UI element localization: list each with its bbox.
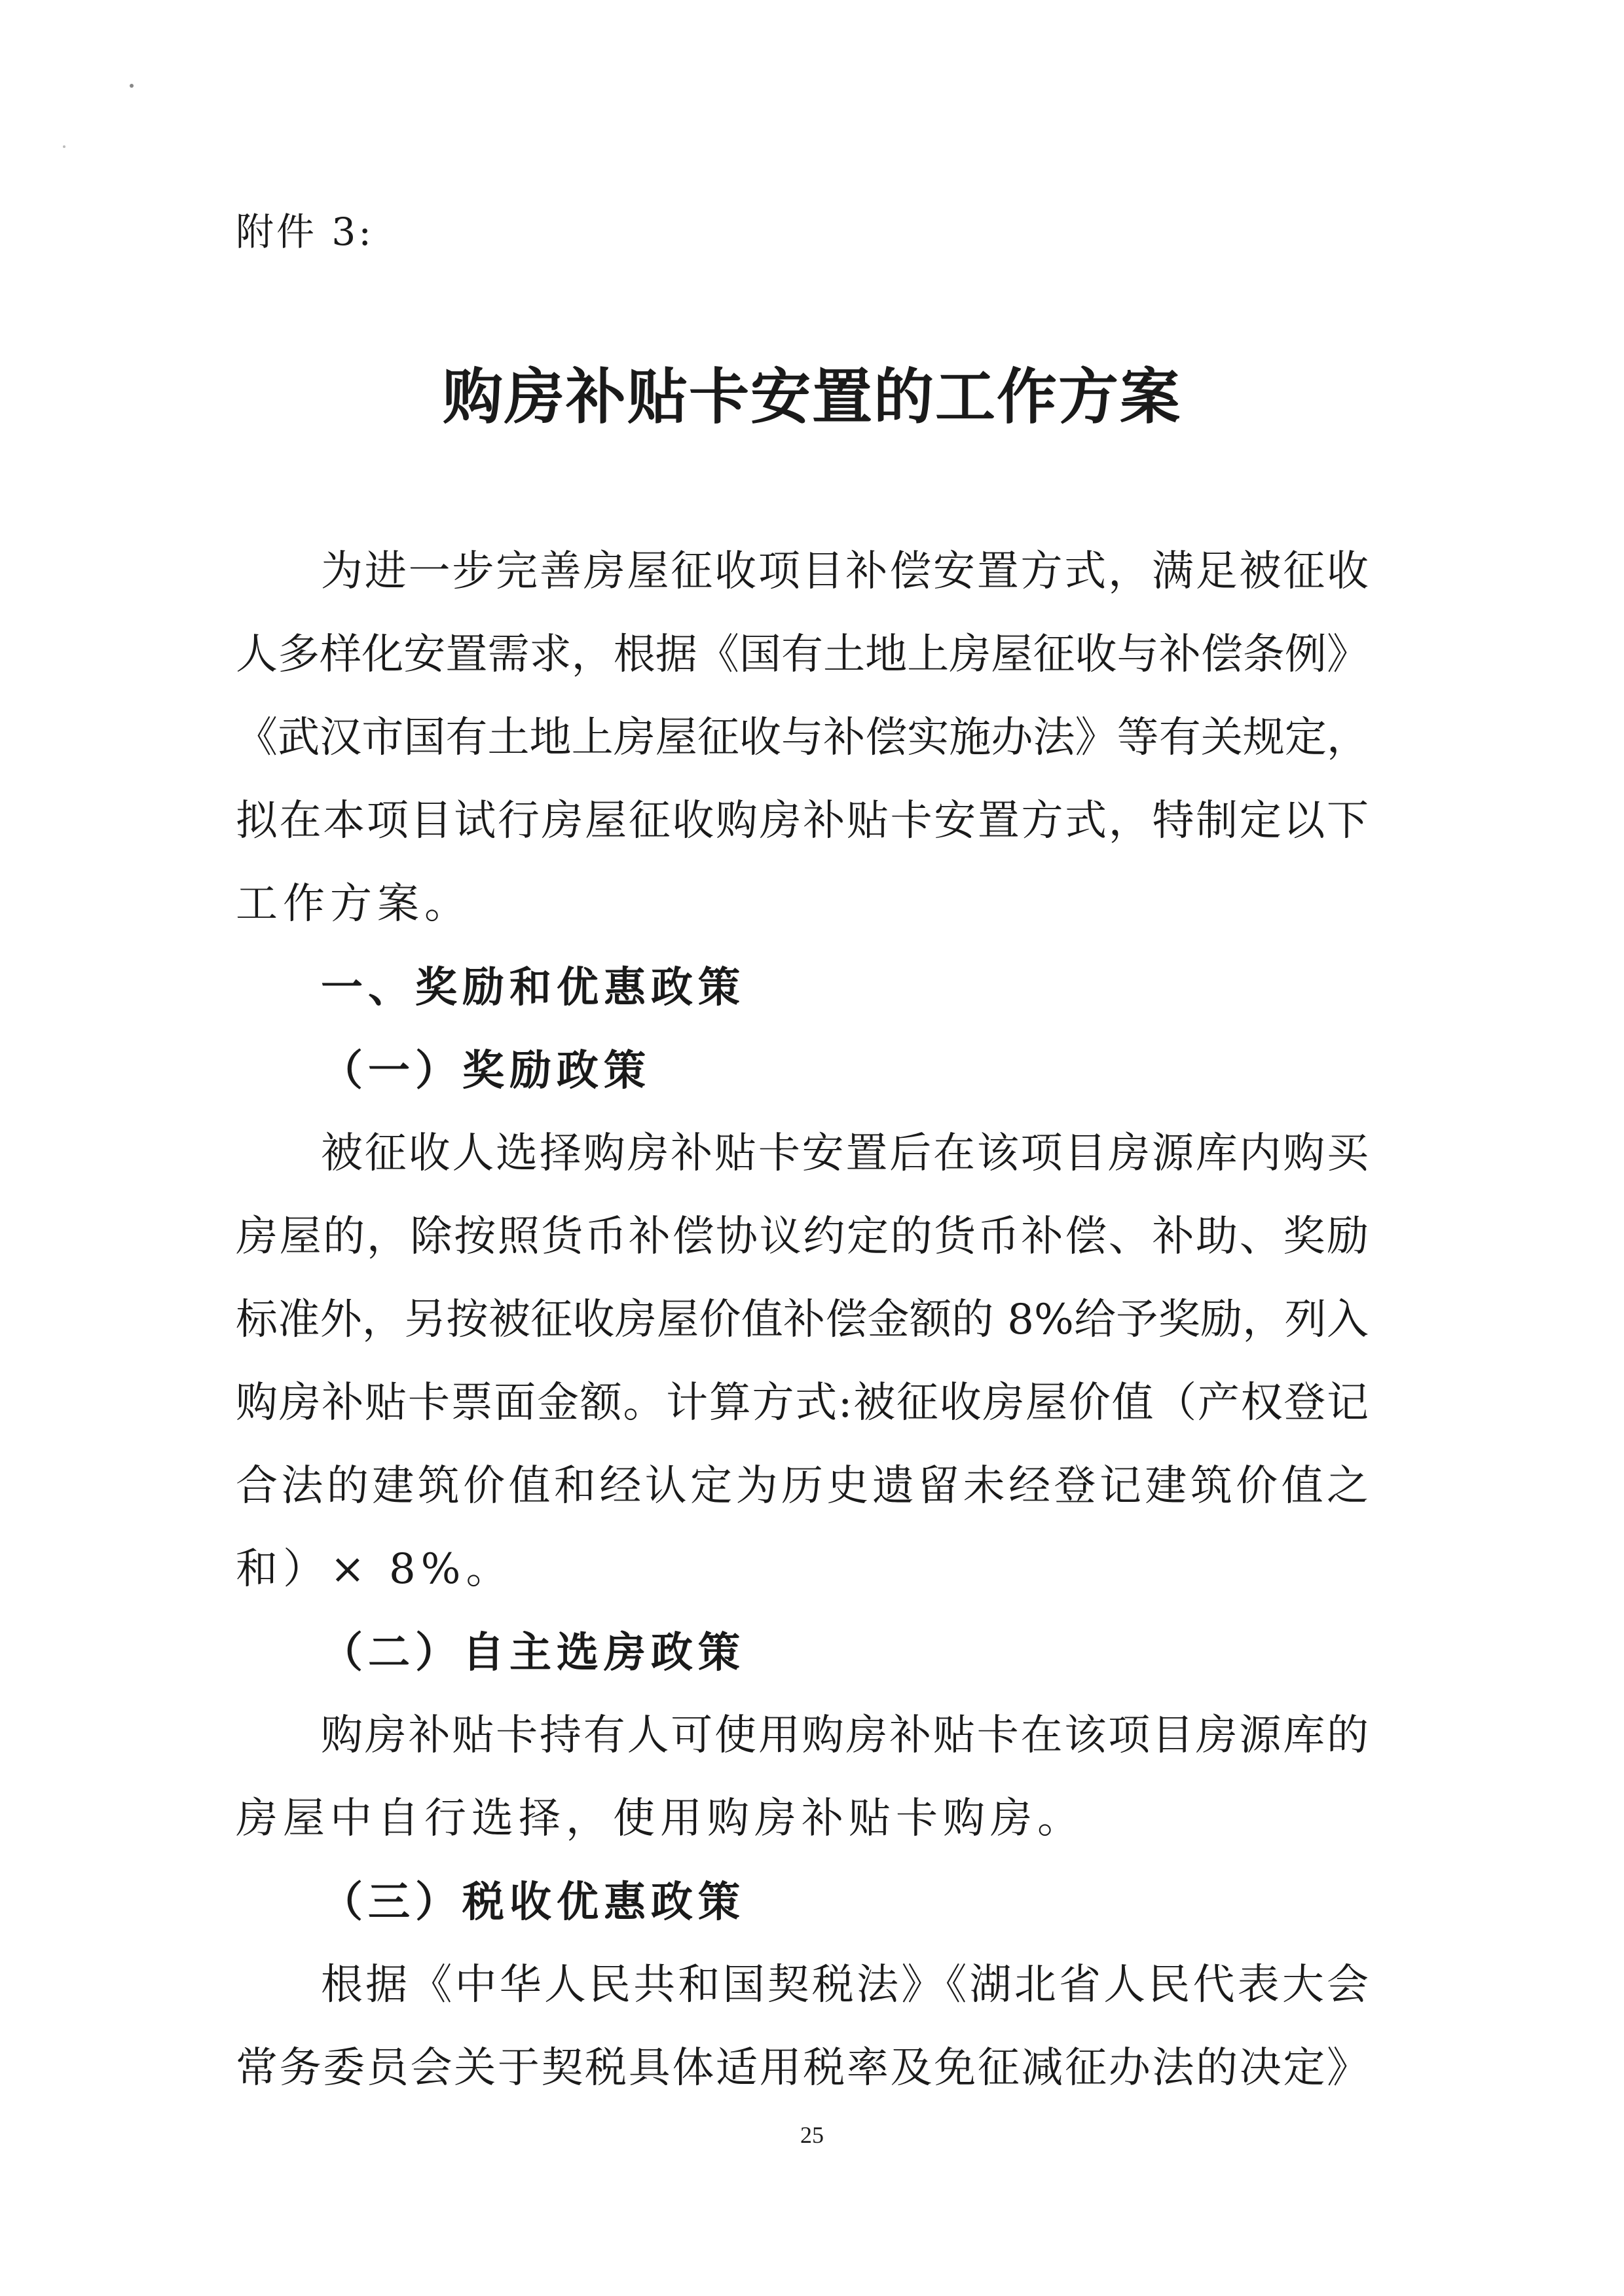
document-body [236, 530, 1369, 2110]
intro-line: 工作方案。 [236, 880, 471, 928]
page-number: 25 [800, 2122, 824, 2148]
paragraph-line: 被征收人选择购房补贴卡安置后在该项目房源库内购买 [321, 1129, 1369, 1178]
paragraph-line: 购房补贴卡票面金额。计算方式:被征收房屋价值（产权登记 [236, 1379, 1369, 1427]
paragraph-line: 房屋的，除按照货币补偿协议约定的货币补偿、补助、奖励 [236, 1212, 1369, 1261]
scan-speck [130, 84, 134, 88]
paragraph-line: 合法的建筑价值和经认定为历史遗留未经登记建筑价值之 [236, 1462, 1369, 1510]
paragraph-line: 房屋中自行选择，使用购房补贴卡购房。 [236, 1795, 1084, 1843]
intro-line: 为进一步完善房屋征收项目补偿安置方式，满足被征收 [321, 547, 1369, 596]
attachment-label: 附件 3: [236, 210, 374, 254]
scan-speck [63, 145, 65, 148]
intro-line: 《武汉市国有土地上房屋征收与补偿实施办法》等有关规定， [236, 714, 1369, 762]
intro-line: 拟在本项目试行房屋征收购房补贴卡安置方式，特制定以下 [236, 797, 1369, 845]
intro-line: 人多样化安置需求，根据《国有土地上房屋征收与补偿条例》 [236, 630, 1369, 679]
subsection-heading: （一）奖励政策 [321, 1046, 651, 1095]
section-heading: 一、奖励和优惠政策 [321, 963, 745, 1012]
paragraph-line: 常务委员会关于契税具体适用税率及免征减征办法的决定》 [236, 2044, 1369, 2092]
subsection-heading: （二）自主选房政策 [321, 1628, 745, 1677]
paragraph-line: 和）× 8%。 [236, 1545, 513, 1594]
paragraph-line: 购房补贴卡持有人可使用购房补贴卡在该项目房源库的 [321, 1711, 1369, 1760]
document-title: 购房补贴卡安置的工作方案 [442, 361, 1181, 432]
paragraph-line: 标准外，另按被征收房屋价值补偿金额的 8%给予奖励，列入 [236, 1296, 1369, 1344]
paragraph-line: 根据《中华人民共和国契税法》《湖北省人民代表大会 [321, 1961, 1369, 2009]
subsection-heading: （三）税收优惠政策 [321, 1878, 745, 1927]
